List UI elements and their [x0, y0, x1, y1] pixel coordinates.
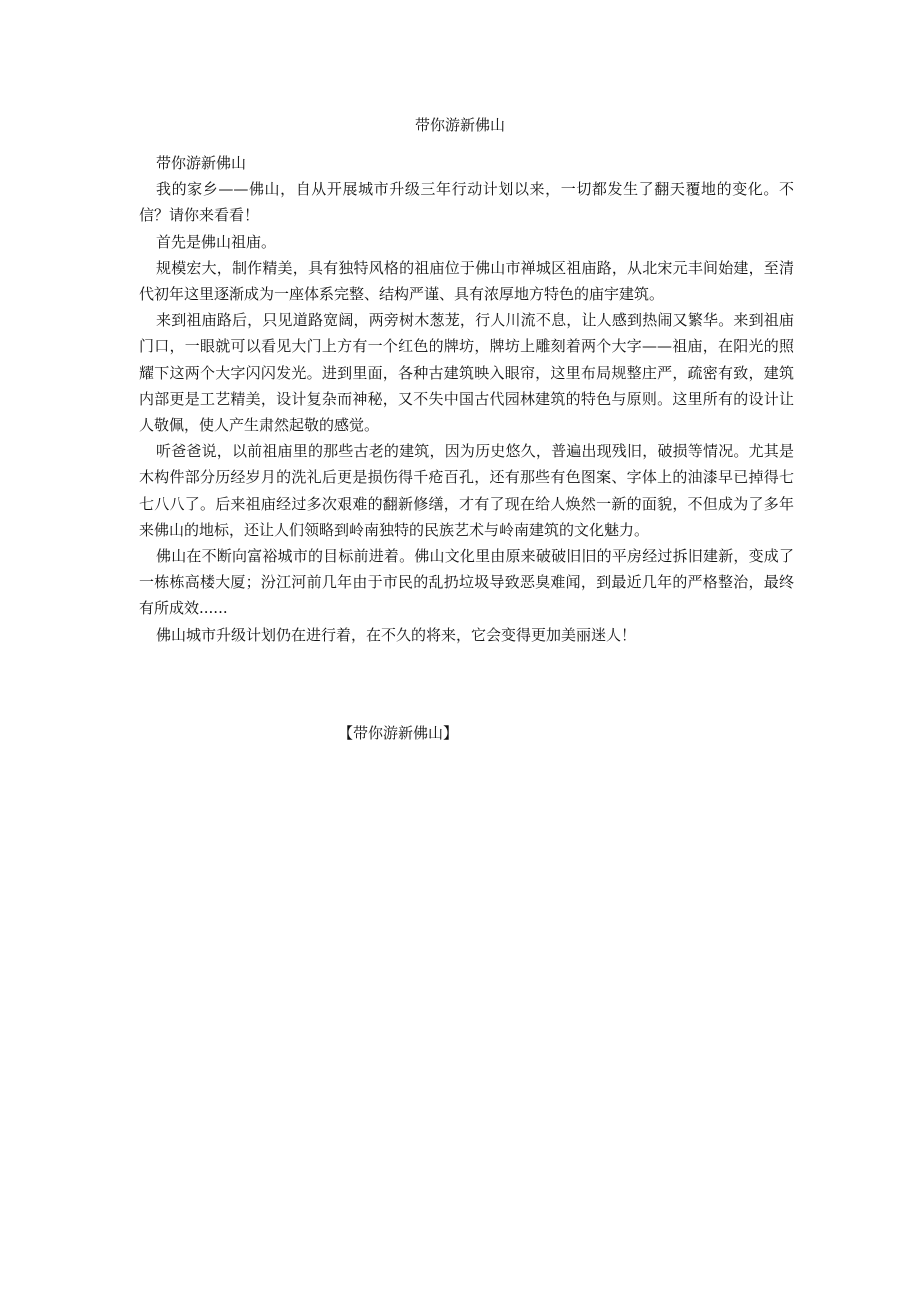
paragraph-zumiao-heading: 首先是佛山祖庙。 [156, 232, 277, 251]
paragraph-zumiao-history: 规模宏大，制作精美，具有独特风格的祖庙位于佛山市禅城区祖庙路，从北宋元丰间始建，至清代初年这里逐渐成为一座体系完整、结构严谨、具有浓厚地方特色的庙宇建筑。 [139, 258, 794, 304]
paragraph-intro: 我的家乡——佛山，自从开展城市升级三年行动计划以来，一切都发生了翻天覆地的变化。不信？请你来看看！ [139, 180, 794, 225]
article-body [139, 150, 794, 648]
paragraph-subtitle: 带你游新佛山 [156, 154, 247, 172]
paragraph-city-progress: 佛山在不断向富裕城市的目标前进着。佛山文化里由原来破破旧旧的平房经过拆旧建新，变成了一栋栋高楼大厦；汾江河前几年由于市民的乱扔垃圾导致恶臭难闻，到最近几年的严格整治，最终有所成效...... [139, 547, 794, 618]
page-title: 带你游新佛山 [414, 116, 505, 134]
paragraph-conclusion: 佛山城市升级计划仍在进行着，在不久的将来，它会变得更加美丽迷人！ [156, 625, 637, 644]
footer-title: 【带你游新佛山】 [338, 724, 459, 742]
paragraph-zumiao-restoration: 听爸爸说，以前祖庙里的那些古老的建筑，因为历史悠久，普遍出现残旧，破损等情况。尤其是木构件部分历经岁月的洗礼后更是损伤得千疮百孔，还有那些有色图案、字体上的油漆早已掉得七七八八了。后来祖庙经过多次艰难的翻新修缮，才有了现在给人焕然一新的面貌，不但成为了多年来佛山的地标，还让人们领略到岭南独特的民族艺术与岭南建筑的文化魅力。 [139, 442, 794, 539]
paragraph-zumiao-visit: 来到祖庙路后，只见道路宽阔，两旁树木葱茏，行人川流不息，让人感到热闹又繁华。来到祖庙门口，一眼就可以看见大门上方有一个红色的牌坊，牌坊上雕刻着两个大字——祖庙，在阳光的照耀下这两个大字闪闪发光。进到里面，各种古建筑映入眼帘，这里布局规整庄严，疏密有致，建筑内部更是工艺精美，设计复杂而神秘，又不失中国古代园林建筑的特色与原则。这里所有的设计让人敬佩，使人产生肃然起敬的感觉。 [139, 311, 794, 435]
